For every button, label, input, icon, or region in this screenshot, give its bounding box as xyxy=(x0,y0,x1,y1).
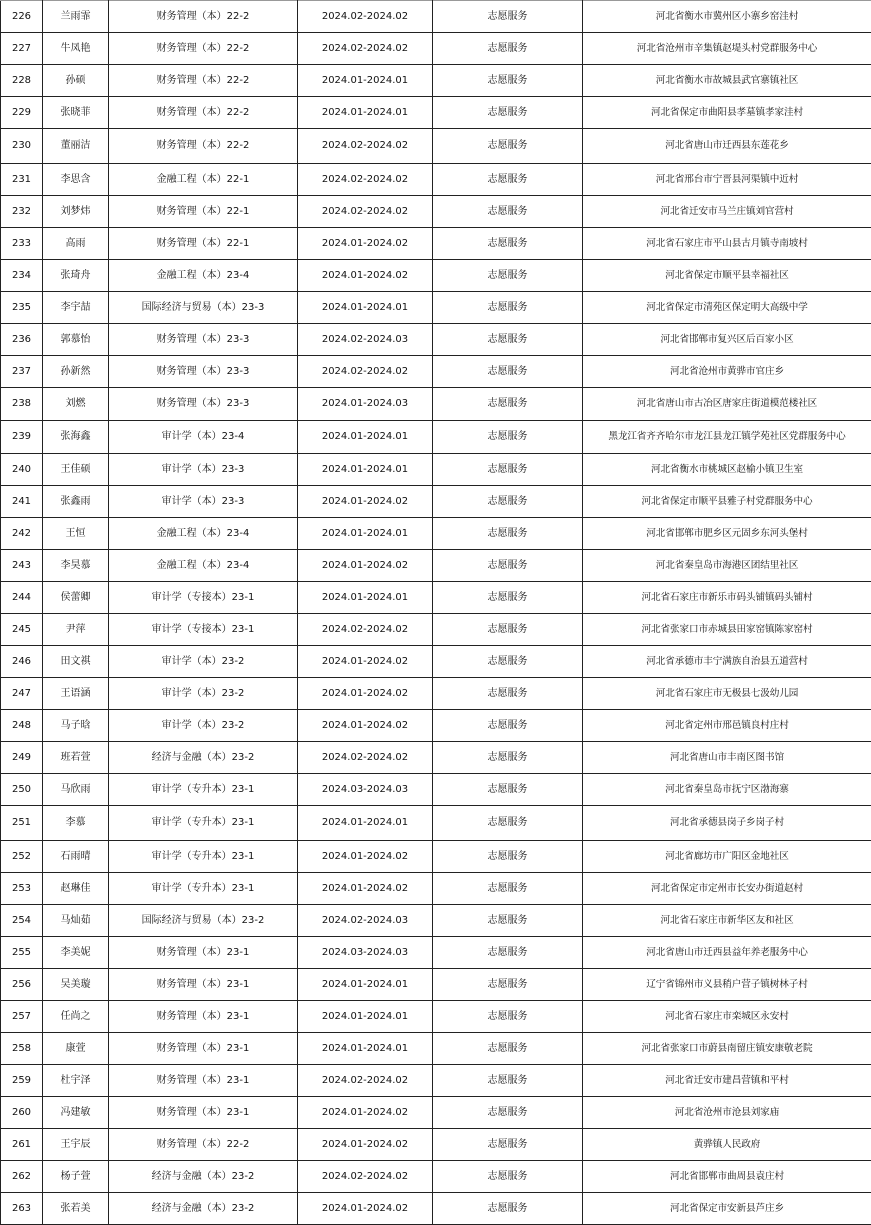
student-name-cell: 李慕 xyxy=(43,806,109,841)
service-period-cell: 2024.01-2024.02 xyxy=(298,710,433,742)
activity-type-cell: 志愿服务 xyxy=(433,33,583,65)
major-class-cell: 财务管理（本）22-2 xyxy=(109,97,298,129)
service-location-cell: 河北省沧州市辛集镇赵堤头村党群服务中心 xyxy=(583,33,871,65)
serial-number-cell: 234 xyxy=(1,260,43,292)
serial-number-cell: 248 xyxy=(1,710,43,742)
serial-number-cell: 251 xyxy=(1,806,43,841)
table-row xyxy=(1,905,871,937)
service-location-cell: 河北省廊坊市广阳区金地社区 xyxy=(583,841,871,873)
major-class-cell: 国际经济与贸易（本）23-3 xyxy=(109,292,298,324)
table-row xyxy=(1,873,871,905)
major-class-cell: 财务管理（本）22-2 xyxy=(109,1,298,33)
activity-type-cell: 志愿服务 xyxy=(433,710,583,742)
student-name-cell: 侯蕾卿 xyxy=(43,582,109,614)
service-location-cell: 河北省石家庄市平山县古月镇寺南坡村 xyxy=(583,228,871,260)
service-period-cell: 2024.01-2024.01 xyxy=(298,421,433,454)
activity-type-cell: 志愿服务 xyxy=(433,774,583,806)
activity-type-cell: 志愿服务 xyxy=(433,486,583,518)
student-name-cell: 尹萍 xyxy=(43,614,109,646)
serial-number-cell: 253 xyxy=(1,873,43,905)
table-row xyxy=(1,550,871,582)
student-name-cell: 吴美璇 xyxy=(43,969,109,1001)
activity-type-cell: 志愿服务 xyxy=(433,196,583,228)
service-period-cell: 2024.01-2024.01 xyxy=(298,582,433,614)
activity-type-cell: 志愿服务 xyxy=(433,905,583,937)
activity-type-cell: 志愿服务 xyxy=(433,164,583,196)
table-row xyxy=(1,937,871,969)
major-class-cell: 审计学（本）23-3 xyxy=(109,486,298,518)
service-period-cell: 2024.02-2024.02 xyxy=(298,33,433,65)
serial-number-cell: 263 xyxy=(1,1193,43,1225)
serial-number-cell: 233 xyxy=(1,228,43,260)
student-name-cell: 李昊慕 xyxy=(43,550,109,582)
service-location-cell: 河北省保定市曲阳县孝墓镇孝家洼村 xyxy=(583,97,871,129)
activity-type-cell: 志愿服务 xyxy=(433,97,583,129)
major-class-cell: 审计学（本）23-4 xyxy=(109,421,298,454)
table-row xyxy=(1,1097,871,1129)
table-row xyxy=(1,228,871,260)
service-location-cell: 黑龙江省齐齐哈尔市龙江县龙江镇学苑社区党群服务中心 xyxy=(583,421,871,454)
service-period-cell: 2024.01-2024.01 xyxy=(298,806,433,841)
table-row xyxy=(1,841,871,873)
student-name-cell: 任尚之 xyxy=(43,1001,109,1033)
major-class-cell: 财务管理（本）23-1 xyxy=(109,937,298,969)
service-period-cell: 2024.01-2024.01 xyxy=(298,97,433,129)
major-class-cell: 经济与金融（本）23-2 xyxy=(109,742,298,774)
table-row xyxy=(1,454,871,486)
serial-number-cell: 262 xyxy=(1,1161,43,1193)
activity-type-cell: 志愿服务 xyxy=(433,1193,583,1225)
service-period-cell: 2024.01-2024.02 xyxy=(298,1097,433,1129)
activity-type-cell: 志愿服务 xyxy=(433,421,583,454)
service-location-cell: 河北省张家口市蔚县南留庄镇安康敬老院 xyxy=(583,1033,871,1065)
student-name-cell: 冯建敏 xyxy=(43,1097,109,1129)
serial-number-cell: 232 xyxy=(1,196,43,228)
activity-type-cell: 志愿服务 xyxy=(433,518,583,550)
major-class-cell: 国际经济与贸易（本）23-2 xyxy=(109,905,298,937)
table-row xyxy=(1,33,871,65)
student-name-cell: 董丽洁 xyxy=(43,129,109,164)
activity-type-cell: 志愿服务 xyxy=(433,582,583,614)
serial-number-cell: 237 xyxy=(1,356,43,388)
table-row xyxy=(1,518,871,550)
activity-type-cell: 志愿服务 xyxy=(433,1,583,33)
service-period-cell: 2024.01-2024.01 xyxy=(298,969,433,1001)
student-name-cell: 刘燃 xyxy=(43,388,109,421)
table-row xyxy=(1,1129,871,1161)
serial-number-cell: 261 xyxy=(1,1129,43,1161)
table-row xyxy=(1,774,871,806)
service-location-cell: 河北省承德市丰宁满族自治县五道营村 xyxy=(583,646,871,678)
activity-type-cell: 志愿服务 xyxy=(433,388,583,421)
service-period-cell: 2024.01-2024.01 xyxy=(298,454,433,486)
service-period-cell: 2024.01-2024.02 xyxy=(298,228,433,260)
major-class-cell: 金融工程（本）22-1 xyxy=(109,164,298,196)
serial-number-cell: 229 xyxy=(1,97,43,129)
student-name-cell: 马子晗 xyxy=(43,710,109,742)
student-name-cell: 孙硕 xyxy=(43,65,109,97)
activity-type-cell: 志愿服务 xyxy=(433,646,583,678)
service-period-cell: 2024.01-2024.01 xyxy=(298,518,433,550)
major-class-cell: 财务管理（本）23-1 xyxy=(109,969,298,1001)
student-name-cell: 杜宇泽 xyxy=(43,1065,109,1097)
serial-number-cell: 244 xyxy=(1,582,43,614)
service-period-cell: 2024.02-2024.03 xyxy=(298,324,433,356)
service-period-cell: 2024.02-2024.02 xyxy=(298,614,433,646)
serial-number-cell: 242 xyxy=(1,518,43,550)
major-class-cell: 审计学（专升本）23-1 xyxy=(109,873,298,905)
service-location-cell: 辽宁省锦州市义县稍户营子镇树林子村 xyxy=(583,969,871,1001)
activity-type-cell: 志愿服务 xyxy=(433,873,583,905)
service-period-cell: 2024.02-2024.02 xyxy=(298,129,433,164)
serial-number-cell: 250 xyxy=(1,774,43,806)
table-row xyxy=(1,356,871,388)
major-class-cell: 审计学（本）23-2 xyxy=(109,678,298,710)
major-class-cell: 审计学（专升本）23-1 xyxy=(109,774,298,806)
serial-number-cell: 239 xyxy=(1,421,43,454)
serial-number-cell: 226 xyxy=(1,1,43,33)
student-name-cell: 王宇辰 xyxy=(43,1129,109,1161)
student-name-cell: 王佳硕 xyxy=(43,454,109,486)
serial-number-cell: 259 xyxy=(1,1065,43,1097)
serial-number-cell: 238 xyxy=(1,388,43,421)
student-name-cell: 兰雨霏 xyxy=(43,1,109,33)
student-name-cell: 张鑫雨 xyxy=(43,486,109,518)
service-location-cell: 河北省石家庄市栾城区永安村 xyxy=(583,1001,871,1033)
table-row xyxy=(1,260,871,292)
student-name-cell: 康萱 xyxy=(43,1033,109,1065)
activity-type-cell: 志愿服务 xyxy=(433,550,583,582)
student-name-cell: 高雨 xyxy=(43,228,109,260)
major-class-cell: 财务管理（本）22-2 xyxy=(109,33,298,65)
major-class-cell: 金融工程（本）23-4 xyxy=(109,550,298,582)
service-location-cell: 河北省邯郸市肥乡区元固乡东河头堡村 xyxy=(583,518,871,550)
service-period-cell: 2024.03-2024.03 xyxy=(298,774,433,806)
student-name-cell: 马灿茹 xyxy=(43,905,109,937)
service-location-cell: 河北省保定市清苑区保定明大高级中学 xyxy=(583,292,871,324)
student-name-cell: 李宇喆 xyxy=(43,292,109,324)
service-period-cell: 2024.02-2024.02 xyxy=(298,1065,433,1097)
service-location-cell: 河北省保定市顺平县幸福社区 xyxy=(583,260,871,292)
major-class-cell: 财务管理（本）22-2 xyxy=(109,65,298,97)
service-period-cell: 2024.01-2024.01 xyxy=(298,1001,433,1033)
student-name-cell: 刘梦炜 xyxy=(43,196,109,228)
student-name-cell: 王恒 xyxy=(43,518,109,550)
service-period-cell: 2024.01-2024.02 xyxy=(298,1193,433,1225)
major-class-cell: 经济与金融（本）23-2 xyxy=(109,1161,298,1193)
table-row xyxy=(1,65,871,97)
activity-type-cell: 志愿服务 xyxy=(433,678,583,710)
major-class-cell: 金融工程（本）23-4 xyxy=(109,518,298,550)
table-row xyxy=(1,678,871,710)
serial-number-cell: 231 xyxy=(1,164,43,196)
student-name-cell: 孙新然 xyxy=(43,356,109,388)
service-location-cell: 河北省保定市定州市长安办街道赵村 xyxy=(583,873,871,905)
service-location-cell: 河北省唐山市迁西县益年养老服务中心 xyxy=(583,937,871,969)
major-class-cell: 财务管理（本）23-1 xyxy=(109,1097,298,1129)
major-class-cell: 审计学（本）23-3 xyxy=(109,454,298,486)
major-class-cell: 审计学（本）23-2 xyxy=(109,710,298,742)
service-period-cell: 2024.01-2024.02 xyxy=(298,550,433,582)
student-name-cell: 田文祺 xyxy=(43,646,109,678)
service-location-cell: 河北省邢台市宁晋县河渠镇中近村 xyxy=(583,164,871,196)
activity-type-cell: 志愿服务 xyxy=(433,742,583,774)
activity-type-cell: 志愿服务 xyxy=(433,1161,583,1193)
service-period-cell: 2024.01-2024.01 xyxy=(298,65,433,97)
serial-number-cell: 246 xyxy=(1,646,43,678)
service-location-cell: 河北省邯郸市曲周县袁庄村 xyxy=(583,1161,871,1193)
table-row xyxy=(1,1001,871,1033)
serial-number-cell: 247 xyxy=(1,678,43,710)
service-location-cell: 河北省秦皇岛市海港区团结里社区 xyxy=(583,550,871,582)
serial-number-cell: 255 xyxy=(1,937,43,969)
service-location-cell: 河北省张家口市赤城县田家窑镇陈家窑村 xyxy=(583,614,871,646)
student-name-cell: 张若美 xyxy=(43,1193,109,1225)
service-period-cell: 2024.02-2024.02 xyxy=(298,1,433,33)
roster-body xyxy=(1,1,871,1225)
activity-type-cell: 志愿服务 xyxy=(433,356,583,388)
major-class-cell: 财务管理（本）22-2 xyxy=(109,1129,298,1161)
service-period-cell: 2024.02-2024.02 xyxy=(298,164,433,196)
table-row xyxy=(1,129,871,164)
table-row xyxy=(1,97,871,129)
table-row xyxy=(1,614,871,646)
service-period-cell: 2024.02-2024.03 xyxy=(298,905,433,937)
major-class-cell: 财务管理（本）22-2 xyxy=(109,129,298,164)
student-name-cell: 赵琳佳 xyxy=(43,873,109,905)
service-location-cell: 河北省石家庄市新华区友和社区 xyxy=(583,905,871,937)
activity-type-cell: 志愿服务 xyxy=(433,65,583,97)
table-row xyxy=(1,388,871,421)
student-name-cell: 张晓菲 xyxy=(43,97,109,129)
service-location-cell: 河北省沧州市沧县刘家庙 xyxy=(583,1097,871,1129)
serial-number-cell: 260 xyxy=(1,1097,43,1129)
activity-type-cell: 志愿服务 xyxy=(433,841,583,873)
service-period-cell: 2024.03-2024.03 xyxy=(298,937,433,969)
service-location-cell: 河北省石家庄市无极县七汲幼儿园 xyxy=(583,678,871,710)
service-period-cell: 2024.01-2024.01 xyxy=(298,1033,433,1065)
service-period-cell: 2024.02-2024.02 xyxy=(298,196,433,228)
major-class-cell: 财务管理（本）23-1 xyxy=(109,1033,298,1065)
major-class-cell: 财务管理（本）22-1 xyxy=(109,228,298,260)
service-location-cell: 河北省石家庄市新乐市码头铺镇码头铺村 xyxy=(583,582,871,614)
table-row xyxy=(1,324,871,356)
student-name-cell: 张琦舟 xyxy=(43,260,109,292)
table-row xyxy=(1,710,871,742)
serial-number-cell: 254 xyxy=(1,905,43,937)
serial-number-cell: 227 xyxy=(1,33,43,65)
service-location-cell: 河北省唐山市迁西县东莲花乡 xyxy=(583,129,871,164)
table-row xyxy=(1,742,871,774)
service-location-cell: 河北省衡水市故城县武官寨镇社区 xyxy=(583,65,871,97)
activity-type-cell: 志愿服务 xyxy=(433,324,583,356)
activity-type-cell: 志愿服务 xyxy=(433,129,583,164)
student-name-cell: 杨子萱 xyxy=(43,1161,109,1193)
serial-number-cell: 245 xyxy=(1,614,43,646)
serial-number-cell: 258 xyxy=(1,1033,43,1065)
major-class-cell: 审计学（专接本）23-1 xyxy=(109,614,298,646)
student-name-cell: 石雨晴 xyxy=(43,841,109,873)
service-location-cell: 河北省唐山市丰南区图书馆 xyxy=(583,742,871,774)
major-class-cell: 审计学（专升本）23-1 xyxy=(109,806,298,841)
activity-type-cell: 志愿服务 xyxy=(433,454,583,486)
major-class-cell: 财务管理（本）22-1 xyxy=(109,196,298,228)
service-period-cell: 2024.01-2024.02 xyxy=(298,1129,433,1161)
serial-number-cell: 249 xyxy=(1,742,43,774)
major-class-cell: 审计学（专升本）23-1 xyxy=(109,841,298,873)
serial-number-cell: 241 xyxy=(1,486,43,518)
student-name-cell: 李思含 xyxy=(43,164,109,196)
major-class-cell: 财务管理（本）23-1 xyxy=(109,1065,298,1097)
major-class-cell: 财务管理（本）23-3 xyxy=(109,388,298,421)
major-class-cell: 金融工程（本）23-4 xyxy=(109,260,298,292)
table-row xyxy=(1,1,871,33)
serial-number-cell: 236 xyxy=(1,324,43,356)
activity-type-cell: 志愿服务 xyxy=(433,969,583,1001)
service-period-cell: 2024.01-2024.02 xyxy=(298,260,433,292)
table-row xyxy=(1,1065,871,1097)
service-period-cell: 2024.01-2024.02 xyxy=(298,486,433,518)
serial-number-cell: 230 xyxy=(1,129,43,164)
service-location-cell: 河北省承德县岗子乡岗子村 xyxy=(583,806,871,841)
table-row xyxy=(1,1193,871,1225)
service-period-cell: 2024.02-2024.02 xyxy=(298,1161,433,1193)
service-location-cell: 河北省迁安市建昌营镇和平村 xyxy=(583,1065,871,1097)
major-class-cell: 财务管理（本）23-3 xyxy=(109,356,298,388)
activity-type-cell: 志愿服务 xyxy=(433,1097,583,1129)
table-row xyxy=(1,1161,871,1193)
service-location-cell: 河北省保定市顺平县雅子村党群服务中心 xyxy=(583,486,871,518)
serial-number-cell: 228 xyxy=(1,65,43,97)
serial-number-cell: 240 xyxy=(1,454,43,486)
activity-type-cell: 志愿服务 xyxy=(433,1065,583,1097)
student-name-cell: 李美妮 xyxy=(43,937,109,969)
activity-type-cell: 志愿服务 xyxy=(433,937,583,969)
activity-type-cell: 志愿服务 xyxy=(433,292,583,324)
table-row xyxy=(1,806,871,841)
major-class-cell: 财务管理（本）23-3 xyxy=(109,324,298,356)
student-name-cell: 班若萱 xyxy=(43,742,109,774)
service-location-cell: 河北省秦皇岛市抚宁区渤海寨 xyxy=(583,774,871,806)
service-location-cell: 河北省衡水市桃城区赵榆小镇卫生室 xyxy=(583,454,871,486)
serial-number-cell: 243 xyxy=(1,550,43,582)
service-location-cell: 河北省迁安市马兰庄镇刘官营村 xyxy=(583,196,871,228)
activity-type-cell: 志愿服务 xyxy=(433,1033,583,1065)
major-class-cell: 审计学（本）23-2 xyxy=(109,646,298,678)
major-class-cell: 审计学（专接本）23-1 xyxy=(109,582,298,614)
serial-number-cell: 235 xyxy=(1,292,43,324)
activity-type-cell: 志愿服务 xyxy=(433,260,583,292)
student-name-cell: 马欣雨 xyxy=(43,774,109,806)
service-location-cell: 河北省唐山市古冶区唐家庄街道模范楼社区 xyxy=(583,388,871,421)
major-class-cell: 经济与金融（本）23-2 xyxy=(109,1193,298,1225)
table-row xyxy=(1,421,871,454)
service-period-cell: 2024.01-2024.02 xyxy=(298,678,433,710)
activity-type-cell: 志愿服务 xyxy=(433,614,583,646)
service-period-cell: 2024.01-2024.02 xyxy=(298,646,433,678)
service-location-cell: 河北省定州市邢邑镇良村庄村 xyxy=(583,710,871,742)
service-period-cell: 2024.01-2024.01 xyxy=(298,292,433,324)
activity-type-cell: 志愿服务 xyxy=(433,1129,583,1161)
service-period-cell: 2024.01-2024.02 xyxy=(298,841,433,873)
student-name-cell: 牛凤艳 xyxy=(43,33,109,65)
service-location-cell: 河北省沧州市黄骅市官庄乡 xyxy=(583,356,871,388)
table-row xyxy=(1,486,871,518)
service-period-cell: 2024.02-2024.02 xyxy=(298,356,433,388)
service-location-cell: 黄骅镇人民政府 xyxy=(583,1129,871,1161)
table-row xyxy=(1,164,871,196)
major-class-cell: 财务管理（本）23-1 xyxy=(109,1001,298,1033)
activity-type-cell: 志愿服务 xyxy=(433,806,583,841)
service-period-cell: 2024.01-2024.03 xyxy=(298,388,433,421)
serial-number-cell: 252 xyxy=(1,841,43,873)
student-name-cell: 郭慕怡 xyxy=(43,324,109,356)
service-location-cell: 河北省保定市安新县芦庄乡 xyxy=(583,1193,871,1225)
service-period-cell: 2024.02-2024.02 xyxy=(298,742,433,774)
table-row xyxy=(1,646,871,678)
service-location-cell: 河北省邯郸市复兴区后百家小区 xyxy=(583,324,871,356)
table-row xyxy=(1,1033,871,1065)
table-row xyxy=(1,582,871,614)
serial-number-cell: 256 xyxy=(1,969,43,1001)
serial-number-cell: 257 xyxy=(1,1001,43,1033)
table-row xyxy=(1,196,871,228)
activity-type-cell: 志愿服务 xyxy=(433,1001,583,1033)
student-name-cell: 王语涵 xyxy=(43,678,109,710)
service-location-cell: 河北省衡水市冀州区小寨乡窑洼村 xyxy=(583,1,871,33)
table-row xyxy=(1,292,871,324)
service-period-cell: 2024.01-2024.02 xyxy=(298,873,433,905)
table-row xyxy=(1,969,871,1001)
student-name-cell: 张海鑫 xyxy=(43,421,109,454)
activity-type-cell: 志愿服务 xyxy=(433,228,583,260)
